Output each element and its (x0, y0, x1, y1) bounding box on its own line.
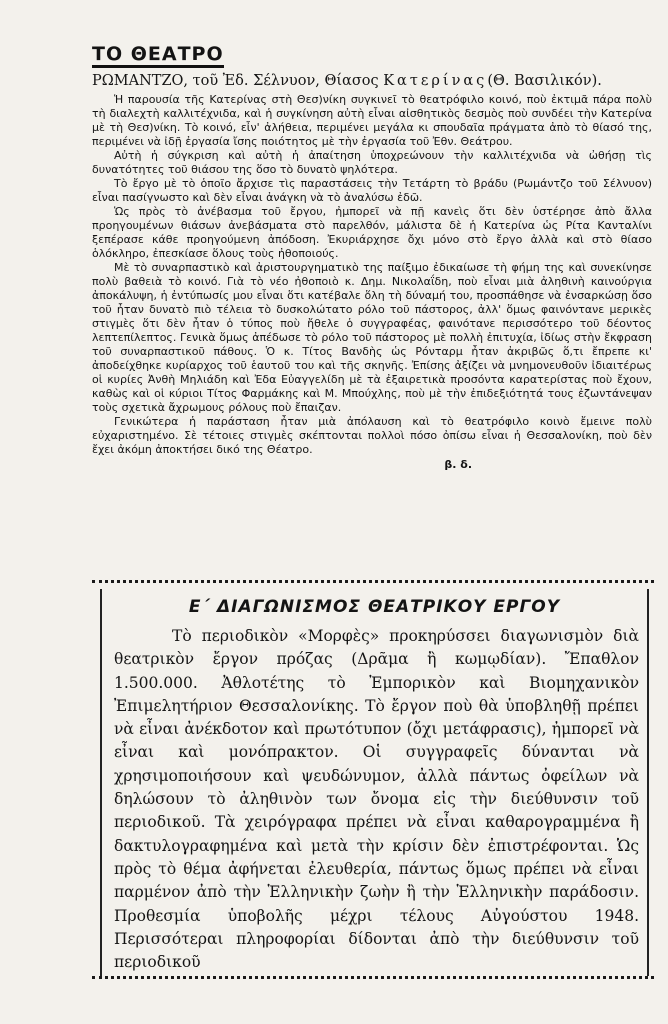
review-paragraph: Αὐτὴ ἡ σύγκριση καὶ αὐτὴ ἡ ἀπαίτηση ὑποχρεώνουν τὴν καλλιτέχνιδα νὰ ὠθήσῃ τὶς δυνατότητες τοῦ θιάσου της ὅσο τὸ δυνατὸ ψηλότερα. (92, 149, 652, 176)
contest-heading: Ε΄ ΔΙΑΓΩΝΙΣΜΟΣ ΘΕΑΤΡΙΚΟΥ ΕΡΓΟΥ (188, 597, 561, 617)
review-paragraph: Γενικώτερα ἡ παράσταση ἦταν μιὰ ἀπόλαυση καὶ τὸ θεατρόφιλο κοινὸ ἔμεινε πολὺ εὐχαριστημένο. Σὲ τέτοιες στιγμὲς σκέπτονται πολλοὶ πόσο ὀπίσω εἶναι ἡ Θεσσαλονίκη, ποὺ δὲν ἔχει ἀκόμη ἀποκτήσει δικό της Θέατρο. (92, 415, 652, 456)
contest-body: Τὸ περιοδικὸν «Μορφὲς» προκηρύσσει διαγωνισμὸν διὰ θεατρικὸν ἔργον πρόζας (Δρᾶμα ἢ κωμῳδίαν). Ἔπαθλον 1.500.000. Ἀθλοτέτης τὸ Ἐμπορικὸν καὶ Βιομηχανικὸν Ἐπιμελητήριον Θεσσαλονίκης. Τὸ ἔργον ποὺ θὰ ὑποβληθῇ πρέπει νὰ εἶναι ἀνέκδοτον καὶ πρωτότυπον (ὄχι μετάφρασις), ἠμπορεῖ νὰ εἶναι καὶ μονόπρακτον. Οἱ συγγραφεῖς δύνανται νὰ χρησιμοποιήσουν καὶ ψευδώνυμον, ἀλλὰ πάντως ὀφείλων νὰ δηλώσουν τὸ ἀληθινὸν των ὄνομα εἰς τὴν διεύθυνσιν τοῦ περιοδικοῦ. Τὰ χειρόγραφα πρέπει νὰ εἶναι καθαρογραμμένα ἢ δακτυλογραφημένα καὶ μετὰ τὴν κρίσιν δὲν ἐπιστρέφονται. Ὡς πρὸς τὸ θέμα ἀφήνεται ἐλευθερία, πάντως ὅμως πρέπει νὰ εἶναι παρμένον ἀπὸ τὴν Ἑλληνικὴν ζωὴν ἢ τὴν Ἑλληνικὴν παράδοσιν. Προθεσμία ὑποβολῆς μέχρι τέλους Αὐγούστου 1948. Περισσότεραι πληροφορίαι δίδονται ἀπὸ τὴν διεύθυνσιν τοῦ περιοδικοῦ (114, 627, 639, 972)
byline-play: ΡΩΜΑΝΤΖΟ, τοῦ Ἐδ. Σέλνυον, Θίασος (92, 73, 379, 89)
section-title: ΤΟ ΘΕΑΤΡΟ (92, 44, 224, 68)
byline-company: Κατερίνας (383, 73, 488, 89)
review-paragraph: Ὡς πρὸς τὸ ἀνέβασμα τοῦ ἔργου, ἠμπορεῖ νὰ πῇ κανεὶς ὅτι δὲν ὑστέρησε ἀπὸ ἄλλα προηγουμένων θιάσων ἀνεβάσματα στὸ παρελθόν, μάλιστα δὲ ἡ Κατερίνα ὡς Ρίτα Κανταλίνι ξεπέρασε κάθε προηγούμενη ἀπόδοση. Ἐκυριάρχησε ὄχι μόνο στὸ ἔργο ἀλλὰ καὶ στὸ θίασο ὁλόκληρο, ἐπεσκίασε ὅλους τοὺς ἠθοποιούς. (92, 205, 652, 260)
byline-theatre: (Θ. Βασιλικόν). (487, 73, 602, 89)
review-paragraph: Μὲ τὸ συναρπαστικὸ καὶ ἀριστουργηματικὸ της παίξιμο ἐδικαίωσε τὴ φήμη της καὶ συνεκίνησε πολὺ βαθειὰ τὸ κοινό. Γιὰ τὸ νέο ἠθοποιὸ κ. Δημ. Νικολαΐδη, ποὺ εἶναι μιὰ ἀληθινὴ καινούργια ἀποκάλυψη, ἡ ἐντύπωσίς μου εἶναι ὅτι κατέβαλε ὅλη τὴ δύναμή του, προσπάθησε νὰ ἐνσαρκώσῃ ὅσο τοῦ ἦταν δυνατὸ πιὸ τέλεια τὸ δυσκολώτατο ρόλο τοῦ πάστορος, ἀλλ' ὅμως φαινόντανε μερικὲς στιγμὲς ὅτι δὲν ἦταν ὁ τύπος ποὺ ἤθελε ὁ συγγραφέας, φαινότανε περισσότερο τοῦ δέοντος λεπτεπίλεπτος. Γενικὰ ὅμως ἀπέδωσε τὸ ρόλο τοῦ πάστορος μὲ πολλὴ ἐπιτυχία, ἰδίως στὴν ἔκφραση τοῦ συναρπαστικοῦ πάθους. Ὁ κ. Τίτος Βανδὴς ὡς Ρόνταρμ ἦταν ἀκριβῶς ὅ,τι ἔπρεπε κι' ἀποδείχθηκε κυρίαρχος τοῦ ἑαυτοῦ του καὶ τῆς σκηνῆς. Ἐπίσης ἀξίζει νὰ μνημονευθοῦν ἰδιαιτέρως οἱ κυρίες Ἀνθὴ Μηλιάδη καὶ Ἐδα Εὐαγγελίδη μὲ τὰ ἐξαιρετικὰ προσόντα καρατερίστας ποὺ ἔχουν, καθὼς καὶ οἱ κύριοι Τίτος Φαρμάκης καὶ Μ. Μπούχλης, ποὺ μὲ τὴν ἐπιδεξιότητά τους ἐζωντάνεψαν τοὺς σχετικὰ ἄχρωμους ρόλους ποὺ ἔπαιζαν. (92, 261, 652, 414)
contest-announcement (100, 589, 649, 976)
review-paragraph: Ἡ παρουσία τῆς Κατερίνας στὴ Θεσ)νίκη συγκινεῖ τὸ θεατρόφιλο κοινό, ποὺ ἐκτιμᾶ πάρα πολὺ τὴ διαλεχτὴ καλλιτέχνιδα, καὶ ἡ συγκίνηση αὐτὴ εἶναι αἰσθητικὸς δεσμὸς ποὺ συνδέει τὴν Κατερίνα μὲ τὴ Θεσ)νίκη. Τὸ κοινό, εἶν' ἀλήθεια, περιμένει μεγάλα κι σπουδαῖα πράγματα ἀπὸ τὸ θίασό της, περιμένει νὰ ἰδῇ ἐργασία ἴσης ποιότητος μὲ τὴν ἐργασία τοῦ Ἐθν. Θεάτρου. (92, 93, 652, 148)
dotted-divider-bottom (92, 976, 654, 979)
review-signature: β. δ. (444, 458, 472, 471)
review-paragraph: Τὸ ἔργο μὲ τὸ ὁποῖο ἄρχισε τὶς παραστάσεις τὴν Τετάρτη τὸ βράδυ (Ρωμάντζο τοῦ Σέλνυον) εἶναι πασίγνωστο καὶ δὲν εἶναι ἀνάγκη νὰ τὸ ἀναλύσω ἐδῶ. (92, 177, 652, 204)
theatre-review (92, 72, 652, 472)
review-byline (92, 72, 652, 91)
dotted-divider-top (92, 580, 654, 583)
